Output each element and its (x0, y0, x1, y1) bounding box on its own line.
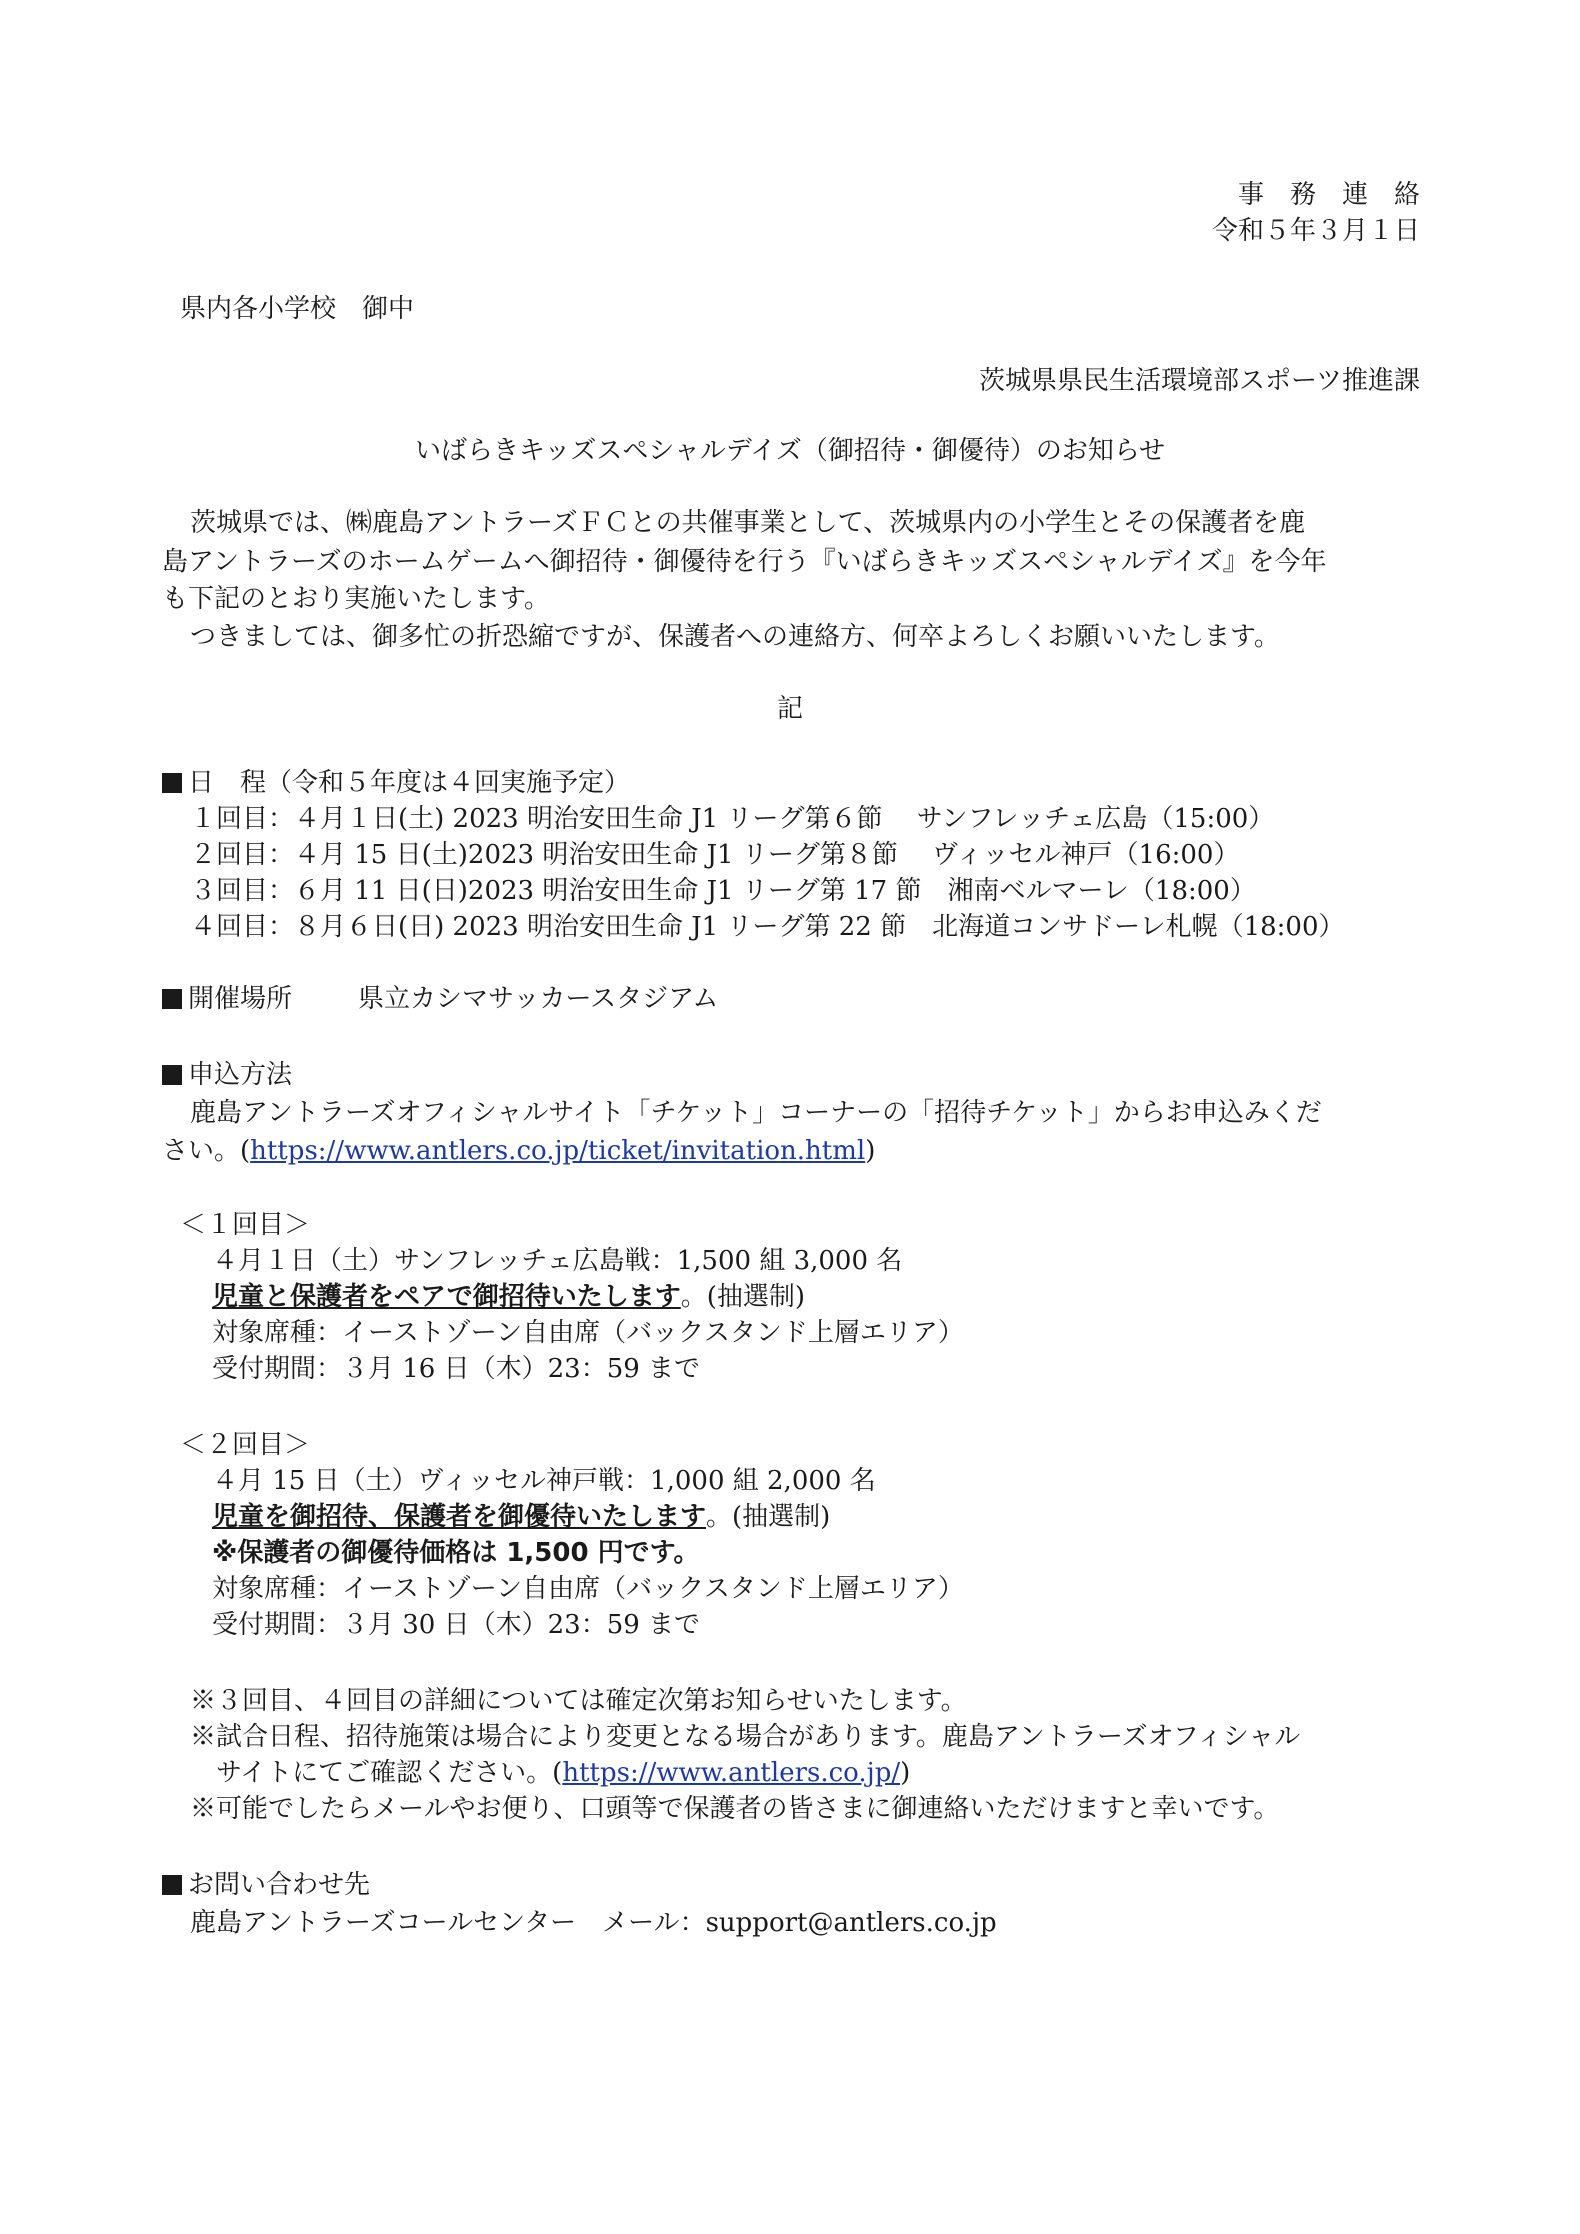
contact-heading-text: お問い合わせ先 (188, 1870, 371, 1900)
apply-line-1: 鹿島アントラーズオフィシャルサイト「チケット」コーナーの「招待チケット」からお申込みくだ (190, 1098, 1322, 1128)
round1-heading: ＜１回目＞ (180, 1210, 311, 1240)
doc-title: いばらきキッズスペシャルデイズ（御招待・御優待）のお知らせ (414, 436, 1166, 466)
schedule-row: ３回目：６月 11 日(日)2023 明治安田生命 J1 リーグ第 17 節 湘南ベルマーレ（18:00） (190, 876, 1256, 906)
round2-heading: ＜２回目＞ (180, 1430, 311, 1460)
recipient: 県内各小学校 御中 (180, 294, 415, 324)
round1-offer-emphasis: 児童と保護者をペアで御招待いたします (212, 1282, 681, 1312)
intro-line-4: つきましては、御多忙の折恐縮ですが、保護者への連絡方、何卒よろしくお願いいたします。 (190, 622, 1280, 652)
invitation-link[interactable]: https://www.antlers.co.jp/ticket/invitation.html (250, 1136, 866, 1166)
sender: 茨城県県民生活環境部スポーツ推進課 (979, 366, 1420, 396)
apply-prefix: さい。( (162, 1136, 251, 1166)
apply-line-2 (162, 1134, 875, 1168)
round2-seat: 対象席種：イーストゾーン自由席（バックスタンド上層エリア） (212, 1574, 964, 1604)
schedule-row: １回目：４月１日(土) 2023 明治安田生命 J1 リーグ第６節 サンフレッチェ広島（15:00） (190, 804, 1275, 834)
apply-heading (162, 1058, 292, 1092)
venue-heading-text: 開催場所 (188, 984, 293, 1014)
round2-match: ４月 15 日（土）ヴィッセル神戸戦：1,000 組 2,000 名 (212, 1466, 876, 1496)
section-bullet (162, 1875, 182, 1895)
contact-heading (162, 1868, 370, 1902)
round1-match: ４月１日（土）サンフレッチェ広島戦：1,500 組 3,000 名 (212, 1246, 903, 1276)
round2-offer (212, 1500, 830, 1534)
doc-type: 事 務 連 絡 (1237, 180, 1420, 210)
intro-line-1: 茨城県では、㈱鹿島アントラーズＦＣとの共催事業として、茨城県内の小学生とその保護者を鹿 (190, 508, 1306, 538)
round2-offer-emphasis: 児童を御招待、保護者を御優待いたします (212, 1502, 707, 1532)
section-bullet (162, 1065, 182, 1085)
round1-seat: 対象席種：イーストゾーン自由席（バックスタンド上層エリア） (212, 1318, 964, 1348)
note-2-suffix: ) (900, 1758, 911, 1788)
schedule-row: ４回目：８月６日(日) 2023 明治安田生命 J1 リーグ第 22 節 北海道コンサドーレ札幌（18:00） (190, 912, 1345, 942)
schedule-heading (162, 766, 630, 800)
apply-heading-text: 申込方法 (188, 1060, 293, 1090)
section-bullet (162, 773, 182, 793)
official-site-link[interactable]: https://www.antlers.co.jp/ (562, 1758, 901, 1788)
note-2: ※試合日程、招待施策は場合により変更となる場合があります。鹿島アントラーズオフィシャル (190, 1722, 1301, 1752)
venue-value: 県立カシマサッカースタジアム (358, 984, 719, 1014)
apply-suffix: ) (865, 1136, 876, 1166)
round1-offer (212, 1280, 805, 1314)
note-2-prefix: サイトにてご確認ください。( (216, 1758, 563, 1788)
ki-mark: 記 (776, 694, 803, 724)
section-bullet (162, 989, 182, 1009)
round1-period: 受付期間：３月 16 日（木）23：59 まで (212, 1354, 701, 1384)
venue-heading (162, 982, 292, 1016)
note-3: ※可能でしたらメールやお便り、口頭等で保護者の皆さまに御連絡いただけますと幸いです。 (190, 1794, 1280, 1824)
round2-price-note: ※保護者の御優待価格は 1,500 円です。 (212, 1538, 700, 1568)
contact-line: 鹿島アントラーズコールセンター メール：support@antlers.co.jp (190, 1908, 997, 1938)
schedule-row: ２回目：４月 15 日(土)2023 明治安田生命 J1 リーグ第８節 ヴィッセル神戸（16:00） (190, 840, 1240, 870)
round2-period: 受付期間：３月 30 日（木）23：59 まで (212, 1610, 701, 1640)
doc-date: 令和５年３月１日 (1211, 216, 1420, 246)
intro-line-2: 島アントラーズのホームゲームへ御招待・御優待を行う『いばらきキッズスペシャルデイズ』を今年 (162, 547, 1327, 577)
note-1: ※３回目、４回目の詳細については確定次第お知らせいたします。 (190, 1686, 967, 1716)
round1-offer-rest: 。(抽選制) (680, 1282, 806, 1312)
intro-line-3: も下記のとおり実施いたします。 (162, 584, 550, 614)
note-2-cont (216, 1756, 910, 1790)
schedule-heading-text: 日 程（令和５年度は４回実施予定） (188, 768, 631, 798)
round2-offer-rest: 。(抽選制) (706, 1502, 831, 1532)
